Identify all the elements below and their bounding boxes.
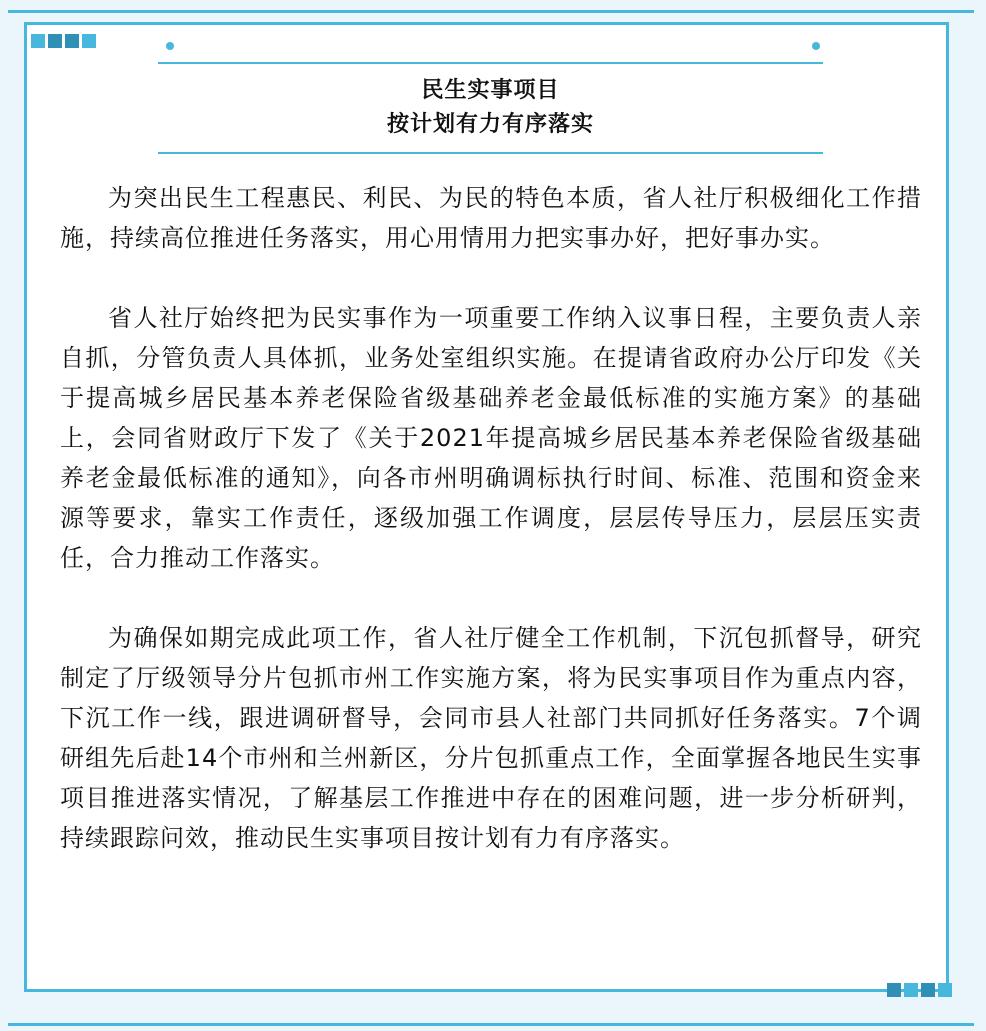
decorative-square bbox=[48, 34, 62, 48]
decorative-square bbox=[31, 34, 45, 48]
article-paragraph: 为确保如期完成此项工作，省人社厅健全工作机制，下沉包抓督导，研究制定了厅级领导分片包抓市州工作实施方案，将为民实事项目作为重点内容，下沉工作一线，跟进调研督导，会同市县人社部门共同抓好任务落实。7个调研组先后赴14个市州和兰州新区，分片包抓重点工作，全面掌握各地民生实事项目推进落实情况，了解基层工作推进中存在的困难问题，进一步分析研判，持续跟踪问效，推动民生实事项目按计划有力有序落实。 bbox=[60, 624, 922, 852]
outer-bottom-rule bbox=[8, 1023, 974, 1026]
article-paragraph: 省人社厅始终把为民实事作为一项重要工作纳入议事日程，主要负责人亲自抓，分管负责人具体抓，业务处室组织实施。在提请省政府办公厅印发《关于提高城乡居民基本养老保险省级基础养老金最低标准的实施方案》的基础上，会同省财政厅下发了《关于2021年提高城乡居民基本养老保险省级基础养老金最低标准的通知》，向各市州明确调标执行时间、标准、范围和资金来源等要求，靠实工作责任，逐级加强工作调度，层层传导压力，层层压实责任，合力推动工作落实。 bbox=[60, 304, 922, 572]
decorative-square bbox=[921, 983, 935, 997]
decorative-squares-top-left bbox=[31, 34, 96, 48]
article-paragraph: 为突出民生工程惠民、利民、为民的特色本质，省人社厅积极细化工作措施，持续高位推进任务落实，用心用情用力把实事办好，把好事办实。 bbox=[60, 184, 922, 252]
title-dot-left bbox=[166, 42, 174, 50]
decorative-square bbox=[82, 34, 96, 48]
article-title-line-2: 按计划有力有序落实 bbox=[386, 112, 594, 137]
outer-top-rule bbox=[8, 10, 974, 13]
article-title-box bbox=[158, 62, 823, 154]
decorative-square bbox=[904, 983, 918, 997]
decorative-square bbox=[938, 983, 952, 997]
decorative-squares-bottom-right bbox=[887, 983, 952, 997]
decorative-square bbox=[65, 34, 79, 48]
title-dot-right bbox=[812, 42, 820, 50]
article-body bbox=[60, 178, 922, 858]
decorative-square bbox=[887, 983, 901, 997]
article-title-line-1: 民生实事项目 bbox=[421, 78, 560, 103]
